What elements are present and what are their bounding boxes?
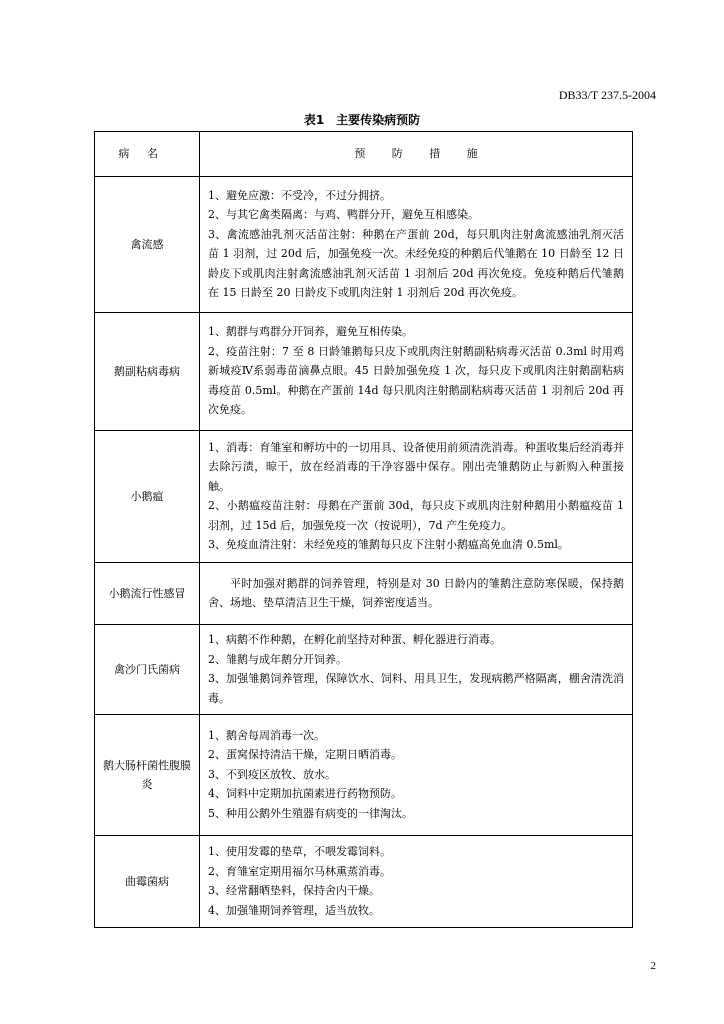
measures-cell [200,836,633,928]
measure-line: 5、种用公鹅外生殖器有病变的一律淘汰。 [208,806,413,820]
measure-line: 3、免疫血清注射：未经免疫的雏鹅每只皮下注射小鹅瘟高免血清 0.5ml。 [208,538,569,551]
measures-cell [200,715,633,836]
table-row [95,313,633,431]
disease-name: 小鹅瘟 [95,431,200,563]
disease-prevention-table [94,131,633,928]
measures-cell [200,313,633,431]
measure-line: 2、雏鹅与成年鹅分开饲养。 [208,652,347,666]
table-row [95,715,633,836]
measure-line: 3、经常翻晒垫料，保持舍内干燥。 [208,884,380,897]
measures-cell [200,625,633,715]
measure-line: 4、饲料中定期加抗菌素进行药物预防。 [208,787,402,801]
measure-line: 3、不到疫区放牧、放水。 [208,767,336,781]
measure-line: 3、加强雏鹅饲养管理，保障饮水、饲料、用具卫生，发现病鹅严格隔离，棚舍清洗消毒。 [208,672,624,705]
measures-cell [200,177,633,313]
table-header-row [95,132,633,177]
measure-line: 2、小鹅瘟疫苗注射：母鹅在产蛋前 30d，每只皮下或肌肉注射种鹅用小鹅瘟疫苗 1 羽剂，过 15d 后，加强免疫一次（按说明），7d 产生免疫力。 [208,499,624,532]
disease-name: 禽流感 [95,177,200,313]
table-row [95,563,633,625]
standard-code: DB33/T 237.5-2004 [558,88,656,102]
measure-line: 2、与其它禽类隔离：与鸡、鸭群分开，避免互相感染。 [208,208,479,221]
measure-line: 2、疫苗注射：7 至 8 日龄雏鹅每只皮下或肌肉注射鹅副粘病毒灭活苗 0.3ml 时用鸡新城疫Ⅳ系弱毒苗滴鼻点眼。45 日龄加强免疫 1 次，每只皮下或肌肉注射鹅副粘病毒疫苗 0.5ml。种鹅在产蛋前 14d 每只肌肉注射鹅副粘病毒灭活苗 1 羽剂后 20d 再次免疫。 [208,344,624,417]
page-number: 2 [650,960,656,972]
measure-line: 4、加强雏期饲养管理，适当放牧。 [208,903,380,917]
table-row [95,431,633,563]
measure-line: 1、使用发霉的垫草，不喂发霉饲料。 [208,845,391,858]
measures-cell [200,563,633,625]
disease-name: 曲霉菌病 [95,836,200,928]
table-row [95,836,633,928]
header-prevention-measures: 预防措施 [200,132,633,177]
disease-name: 鹅大肠杆菌性腹膜炎 [95,715,200,836]
table-title: 表1 主要传染病预防 [303,113,421,127]
table-row [95,177,633,313]
disease-name: 小鹅流行性感冒 [95,563,200,625]
measures-cell [200,431,633,563]
measure-line: 1、鹅群与鸡群分开饲养，避免互相传染。 [208,325,413,339]
measure-line: 3、禽流感油乳剂灭活苗注射：种鹅在产蛋前 20d，每只肌肉注射禽流感油乳剂灭活苗 1 羽剂，过 20d 后，加强免疫一次。未经免疫的种鹅后代雏鹅在 10 日龄至 12 日龄皮下或肌肉注射禽流感油乳剂灭活苗 1 羽剂后 20d 再次免疫。免疫种鹅后代雏鹅在 15 日龄至 20 日龄皮下或肌肉注射 1 羽剂后 20d 再次免疫。 [208,227,624,299]
header-disease-name: 病名 [95,132,200,177]
measure-line: 1、鹅舍每周消毒一次。 [208,728,325,742]
disease-name: 禽沙门氏菌病 [95,625,200,715]
measure-paragraph: 平时加强对鹅群的饲养管理，特别是对 30 日龄内的雏鹅注意防寒保暖，保持鹅舍、场地、垫草清洁卫生干燥，饲养密度适当。 [208,576,624,609]
disease-name: 鹅副粘病毒病 [95,313,200,431]
measure-line: 1、避免应激：不受冷，不过分拥挤。 [208,188,391,202]
measure-line: 1、消毒：育雏室和孵坊中的一切用具、设备使用前须清洗消毒。种蛋收集后经消毒并去除污渍，晾干，放在经消毒的干净容器中保存。刚出壳雏鹅防止与新购入种蛋接触。 [208,440,624,493]
measure-line: 1、病鹅不作种鹅，在孵化前坚持对种蛋、孵化器进行消毒。 [208,633,501,646]
measure-line: 2、育雏室定期用福尔马林熏蒸消毒。 [208,864,391,878]
table-row [95,625,633,715]
measure-line: 2、蛋窝保持清洁干燥，定期日晒消毒。 [208,748,402,762]
